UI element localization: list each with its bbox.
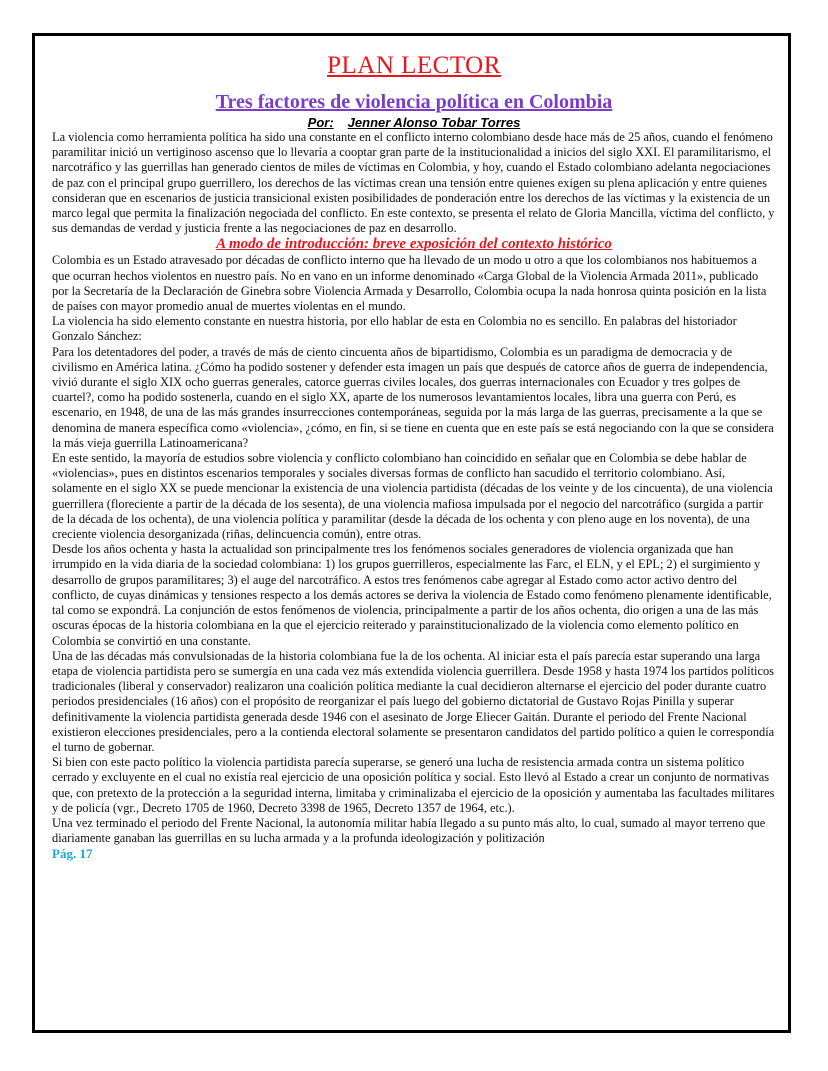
body-paragraph: Una de las décadas más convulsionadas de la historia colombiana fue la de los ochenta. Al iniciar esta el país parecía estar superando una larga etapa de violencia partidista pero se sumergía en una cada vez más extendida violencia guerrillera. Desde 1958 y hasta 1974 los partidos políticos tradicionales (liberal y conservador) realizaron una coalición política mediante la cual decidieron alternarse el ejercicio del poder durante cuatro periodos presidenciales (16 años) con el propósito de reorganizar el país luego del gobierno dictatorial de Gustavo Rojas Pinilla y superar definitivamente la violencia partidista generada desde 1946 con el asesinato de Jorge Eliecer Gaitán. Durante el periodo del Frente Nacional existieron elecciones presidenciales, pero a la contienda electoral solamente se presentaron candidatos del partido político a quien le correspondía el turno de gobernar. bbox=[52, 648, 775, 754]
page-frame bbox=[32, 33, 791, 1033]
quote-paragraph: Para los detentadores del poder, a través de más de ciento cincuenta años de bipartidismo, Colombia es un paradigma de democracia y de civilismo en América latina. ¿Cómo ha podido sostener y defender esta imagen un país que después de catorce años de guerra de independencia, vivió durante el siglo XIX ocho guerras generales, catorce guerras civiles locales, dos guerras internacionales con Ecuador y tres golpes de cuartel?, como ha podido sostenerla, cuando en el siglo XX, aparte de los numerosos levantamientos locales, libra una guerra con Perú, es escenario, en 1948, de una de las más grandes insurrecciones contemporáneas, seguida por la más larga de las guerras, precisamente a la que se denomina de manera específica como «violencia», ¿cómo, en fin, si se tiene en cuenta que en este país se está negociando con la que se considera la más vieja guerrilla Latinoamericana? bbox=[52, 344, 774, 450]
body-paragraph: Desde los años ochenta y hasta la actualidad son principalmente tres los fenómenos sociales generadores de violencia organizada que han irrumpido en la vida diaria de la sociedad colombiana: 1) los grupos guerrilleros, especialmente las Farc, el ELN, y el EPL; 2) el surgimiento y desarrollo de grupos paramilitares; 3) el auge del narcotráfico. A estos tres fenómenos cabe agregar al Estado como actor activo dentro del conflicto, de cuyas dinámicas y tensiones respecto a los demás actores se deriva la violencia de Estado como fenómeno plenamente identificable, tal como se expondrá. La conjunción de estos fenómenos de violencia, principalmente a partir de los años ochenta, dio origen a una de las más oscuras épocas de la historia colombiana en la que el ejercicio reiterado y parainstitucionalizado de la violencia como elemento político en Colombia se convirtió en una constante. bbox=[52, 542, 772, 648]
plan-lector-title: PLAN LECTOR bbox=[327, 52, 501, 79]
page-number: Pág. 17 bbox=[52, 846, 93, 862]
body-paragraph: Si bien con este pacto político la violencia partidista parecía superarse, se generó una lucha de resistencia armada contra un sistema político cerrado y excluyente en el cual no existía real ejercicio de una oposición política y social. Esto llevó al Estado a crear un conjunto de normativas que, con pretexto de la protección a la seguridad interna, limitaba y criminalizaba el ejercicio de la oposición y aumentaba las facultades militares y de policía (vgr., Decreto 1705 de 1960, Decreto 3398 de 1965, Decreto 1357 de 1964, etc.). bbox=[52, 755, 775, 815]
section-heading: A modo de introducción: breve exposición del contexto histórico bbox=[216, 236, 612, 253]
author-label: Por: bbox=[307, 115, 334, 130]
article-title: Tres factores de violencia política en Colombia bbox=[215, 91, 613, 113]
document-body bbox=[52, 50, 776, 862]
author-line bbox=[52, 115, 776, 130]
author-name: Jenner Alonso Tobar Torres bbox=[347, 115, 521, 130]
body-paragraph: En este sentido, la mayoría de estudios sobre violencia y conflicto colombiano han coincidido en señalar que en Colombia se debe hablar de «violencias», pues en distintos escenarios temporales y sociales diversas formas de conflicto han sacudido el territorio colombiano. Así, solamente en el siglo XX se puede mencionar la existencia de una violencia partidista (décadas de los veinte y de los cincuenta), de una violencia guerrillera (floreciente a partir de la década de los sesenta), de una violencia mafiosa impulsada por el negocio del narcotráfico (surgida a partir de la década de los ochenta), de una violencia política y paramilitar (desde la década de los ochenta y con pleno auge en los noventa), de una creciente violencia desorganizada (riñas, delincuencia común), entre otras. bbox=[52, 451, 773, 542]
body-paragraph: La violencia ha sido elemento constante en nuestra historia, por ello hablar de esta en Colombia no es sencillo. En palabras del historiador Gonzalo Sánchez: bbox=[52, 314, 737, 344]
body-paragraph: Una vez terminado el periodo del Frente Nacional, la autonomía militar había llegado a su punto más alto, lo cual, sumado al mayor terreno que diariamente ganaban las guerrillas en su lucha armada y a la profunda ideologización y politización bbox=[52, 815, 766, 846]
body-paragraph: Colombia es un Estado atravesado por décadas de conflicto interno que ha llevado de un modo u otro a que los colombianos nos habituemos a que ocurran hechos violentos en nuestro país. No en vano en un informe denominado «Carga Global de la Violencia Armada 2011», publicado por la Secretaría de la Declaración de Ginebra sobre Violencia Armada y Desarrollo, Colombia ocupa la nada honrosa quinta posición en la lista de países con mayor promedio anual de muertes violentas en el mundo. bbox=[52, 253, 767, 314]
intro-paragraph: La violencia como herramienta política ha sido una constante en el conflicto interno colombiano desde hace más de 25 años, cuando el fenómeno paramilitar inició un vertiginoso ascenso que lo llevaría a cooptar gran parte de la institucionalidad a inicios del siglo XXI. El paramilitarismo, el narcotráfico y las guerrillas han generado cientos de miles de víctimas en Colombia, y hoy, cuando el Estado colombiano adelanta negociaciones de paz con el principal grupo guerrillero, los derechos de las víctimas crean una tensión entre quienes exigen su plena aplicación y entre quienes consideran que en escenarios de justicia transicional existen posibilidades de ponderación entre los derechos de las víctimas y la existencia de un marco legal que permita la finalización negociada del conflicto. En este contexto, se presenta el relato de Gloria Mancilla, víctima del conflicto, y sus demandas de verdad y justicia frente a las negociaciones de paz en desarrollo. bbox=[52, 130, 775, 236]
